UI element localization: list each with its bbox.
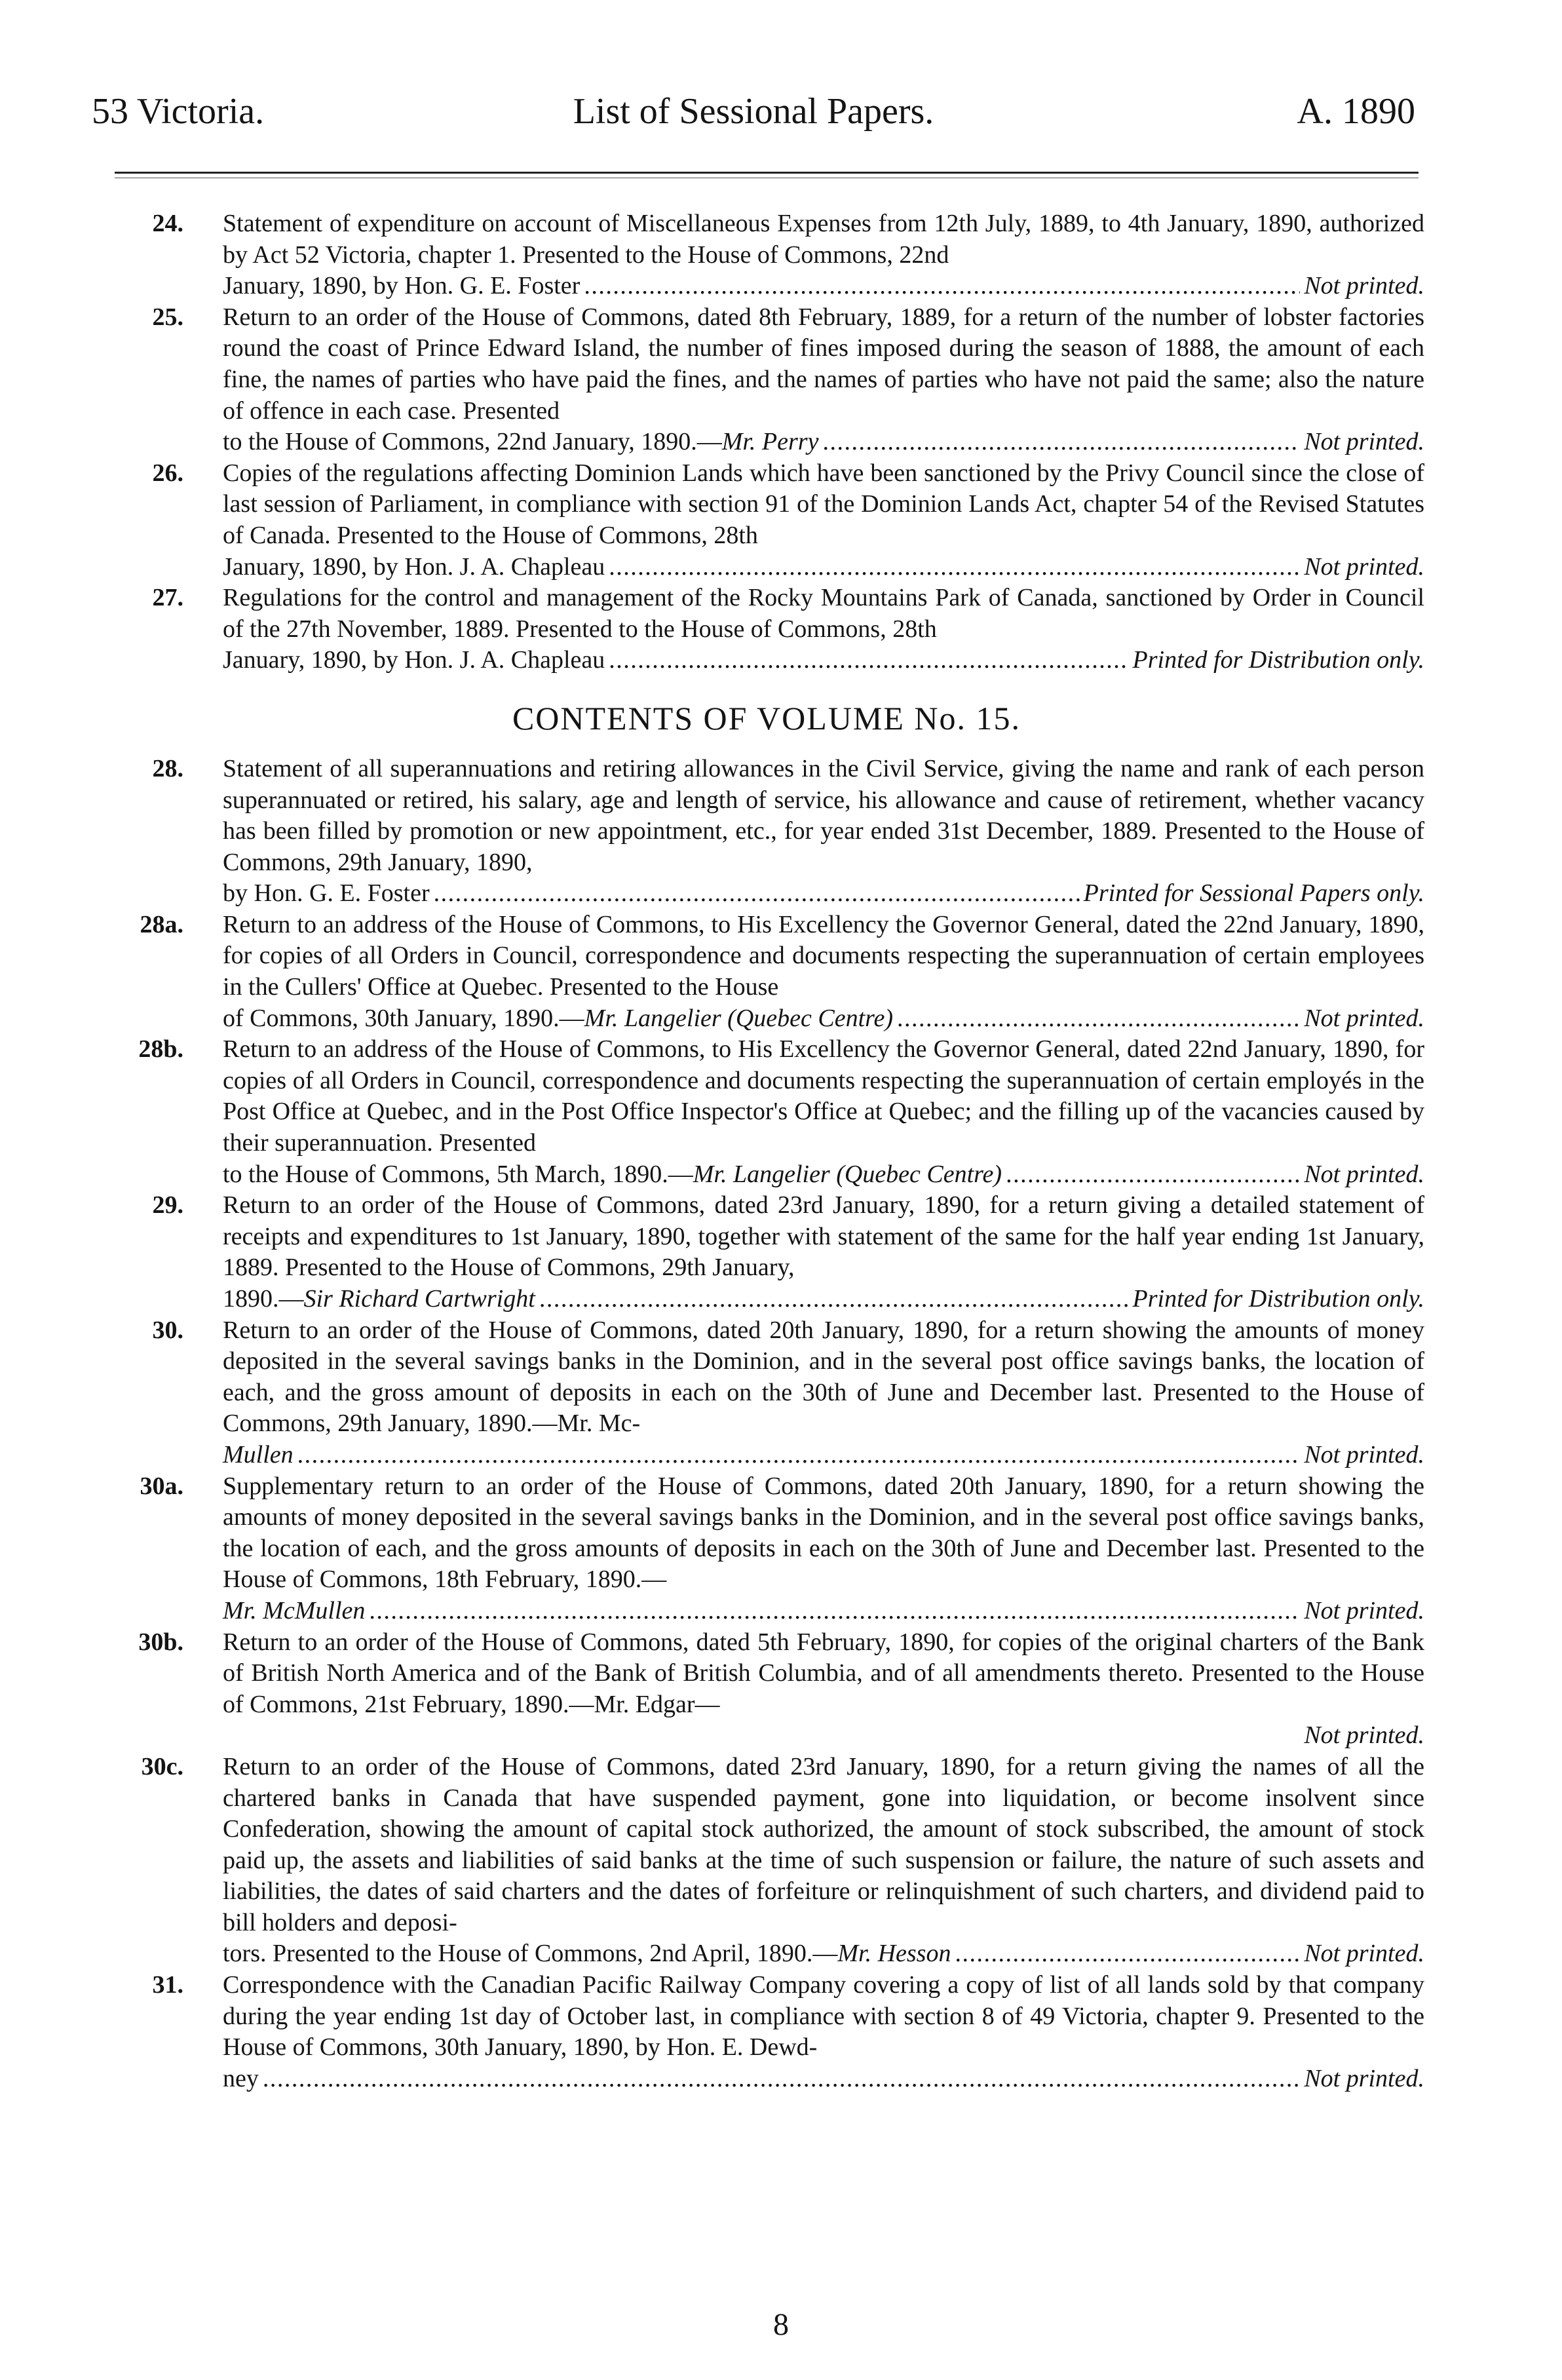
entry-last-text: 1890.— <box>223 1285 304 1313</box>
entry-last-line <box>223 2063 259 2095</box>
entry-leader-line <box>223 427 1424 458</box>
entry-last-line <box>223 1596 365 1627</box>
entry-text: Copies of the regulations affecting Dominion Lands which have been sanctioned by the Privy Council since the close of last session of Parliament, in compliance with section 91 of the Dominion Lands Act, chapter 54 of the Revised Statutes of Canada. Presented to the House of Commons, 28th <box>223 459 1424 549</box>
entry-text: Regulations for the control and management of the Rocky Mountains Park of Canada, sanctioned by Order in Council of the 27th November, 1889. Presented to the House of Commons, 28th <box>223 584 1424 643</box>
entry-leader-line <box>223 1596 1424 1627</box>
entry-body <box>223 1190 1424 1315</box>
entry-last-text: to the House of Commons, 22nd January, 1890.— <box>223 428 722 456</box>
entry-body <box>223 1315 1424 1471</box>
entry-text: Return to an order of the House of Commons, dated 8th February, 1889, for a return of the number of lobster factories round the coast of Prince Edward Island, the number of fines imposed during the season of 1888, the amount of each fine, the names of parties who have paid the fines, and the names of parties who have not paid the same; also the nature of offence in each case. Presented <box>223 303 1424 425</box>
entry-last-text: ney <box>223 2064 259 2092</box>
entry-status: Not printed. <box>1304 1596 1424 1624</box>
entry-mover: Mr. Hesson <box>837 1940 951 1968</box>
entry-mover: Mr. Langelier (Quebec Centre) <box>693 1160 1002 1188</box>
dot-leader <box>609 552 1300 583</box>
paper-entry <box>114 1752 1424 1970</box>
entry-status: Not printed. <box>1304 272 1424 300</box>
entry-last-text: January, 1890, by Hon. J. A. Chapleau <box>223 646 605 674</box>
entry-last-line <box>223 1938 951 1970</box>
entry-status: Not printed. <box>1304 1940 1424 1968</box>
entry-mover: Mullen <box>223 1440 294 1468</box>
entry-last-line <box>223 427 818 458</box>
entry-number: 31. <box>152 1971 183 1999</box>
entry-leader-line <box>223 1003 1424 1035</box>
entry-leader-line <box>223 878 1424 910</box>
entry-text: Return to an order of the House of Commons, dated 20th January, 1890, for a return showing the amounts of money deposited in the several savings banks in the Dominion, and in the several post office savings banks, the location of each, and the gross amount of deposits in each on the 30th of June and December last. Presented to the House of Commons, 29th January, 1890.—Mr. Mc- <box>223 1316 1424 1438</box>
entry-last-line <box>223 878 430 910</box>
paper-entry <box>114 458 1424 583</box>
dot-leader <box>297 1440 1301 1471</box>
entry-leader-line <box>223 1284 1424 1315</box>
entry-body <box>223 302 1424 458</box>
dot-leader <box>1006 1159 1300 1191</box>
entry-status: Not printed. <box>1304 552 1424 581</box>
header-rule <box>115 172 1419 178</box>
dot-leader <box>539 1284 1129 1315</box>
entry-last-text: by Hon. G. E. Foster <box>223 879 430 908</box>
paper-entry <box>114 583 1424 676</box>
dot-leader <box>609 645 1128 676</box>
entry-last-line <box>223 1284 535 1315</box>
header-year: A. 1890 <box>1297 91 1415 132</box>
entry-text: Statement of all superannuations and retiring allowances in the Civil Service, giving the name and rank of each person superannuated or retired, his salary, age and length of service, his allowance and cause of retirement, whether vacancy has been filled by promotion or new appointment, etc., for year ended 31st December, 1889. Presented to the House of Commons, 29th January, 1890, <box>223 754 1424 876</box>
entry-leader-line <box>223 1440 1424 1471</box>
entry-leader-line <box>223 645 1424 676</box>
entry-number: 30a. <box>140 1472 183 1500</box>
entry-leader-line <box>223 1938 1424 1970</box>
dot-leader <box>955 1938 1300 1970</box>
entry-number: 28a. <box>140 910 183 938</box>
entry-mover: Mr. Langelier (Quebec Centre) <box>584 1004 894 1032</box>
paper-entry <box>114 754 1424 910</box>
entry-text: Return to an order of the House of Commons, dated 23rd January, 1890, for a return giving a detailed statement of receipts and expenditures to 1st January, 1890, together with statement of the same for the half year ending 1st January, 1889. Presented to the House of Commons, 29th January, <box>223 1191 1424 1282</box>
entry-body <box>223 754 1424 910</box>
entry-last-line <box>223 552 605 583</box>
entry-last-text: tors. Presented to the House of Commons, 2nd April, 1890.— <box>223 1940 838 1968</box>
page-number: 8 <box>773 2307 789 2342</box>
dot-leader <box>897 1003 1300 1035</box>
entry-status: Printed for Distribution only. <box>1132 646 1424 674</box>
header-title: List of Sessional Papers. <box>573 91 934 132</box>
entry-text: Return to an address of the House of Commons, to His Excellency the Governor General, dated the 22nd January, 1890, for copies of all Orders in Council, correspondence and documents respecting the superannuation of certain employees in the Cullers' Office at Quebec. Presented to the House <box>223 910 1424 1001</box>
paper-entry <box>114 1627 1424 1752</box>
entry-last-line <box>223 271 580 302</box>
entry-number: 30. <box>152 1316 183 1344</box>
section-title: CONTENTS OF VOLUME No. 15. <box>512 699 1021 737</box>
entry-status: Not printed. <box>1304 428 1424 456</box>
entry-leader-line <box>223 271 1424 302</box>
entry-mover: Mr. Perry <box>721 428 819 456</box>
dot-leader <box>369 1596 1300 1627</box>
paper-entry <box>114 1970 1424 2094</box>
entries-list <box>114 208 1424 2094</box>
entry-status: Printed for Distribution only. <box>1132 1285 1424 1313</box>
entry-text: Return to an order of the House of Commons, dated 5th February, 1890, for copies of the original charters of the Bank of British North America and of the Bank of British Columbia, and of all amendments thereto. Presented to the House of Commons, 21st February, 1890.—Mr. Edgar— <box>223 1628 1424 1718</box>
entry-text: Statement of expenditure on account of Miscellaneous Expenses from 12th July, 1889, to 4th January, 1890, authorized by Act 52 Victoria, chapter 1. Presented to the House of Commons, 22nd <box>223 210 1424 269</box>
entry-last-line <box>223 645 605 676</box>
dot-leader <box>584 271 1300 302</box>
paper-entry <box>114 302 1424 458</box>
paper-entry <box>114 1034 1424 1190</box>
entry-body <box>223 1970 1424 2094</box>
entry-last-text: of Commons, 30th January, 1890.— <box>223 1004 584 1032</box>
entry-last-line <box>223 1003 893 1035</box>
entry-text: Supplementary return to an order of the House of Commons, dated 20th January, 1890, for a return showing the amounts of money deposited in the several savings banks in the Dominion, and in the several post office savings banks, the location of each, and the gross amounts of deposits in each on the 30th of June and December last. Presented to the House of Commons, 18th February, 1890.— <box>223 1472 1424 1594</box>
entry-mover: Sir Richard Cartwright <box>303 1285 535 1313</box>
entry-number: 30b. <box>138 1628 183 1656</box>
entry-body <box>223 1034 1424 1190</box>
entry-text: Correspondence with the Canadian Pacific Railway Company covering a copy of list of all lands sold by that company during the year ending 1st day of October last, in compliance with section 8 of 49 Victoria, chapter 9. Presented to the House of Commons, 30th January, 1890, by Hon. E. Dewd- <box>223 1971 1424 2062</box>
entry-leader-line <box>223 552 1424 583</box>
entry-last-text: January, 1890, by Hon. G. E. Foster <box>223 272 581 300</box>
entry-number: 24. <box>152 210 183 237</box>
entry-status: Not printed. <box>1304 1160 1424 1188</box>
entry-status: Printed for Sessional Papers only. <box>1083 879 1424 908</box>
paper-entry <box>114 208 1424 302</box>
entry-text: Return to an order of the House of Commons, dated 23rd January, 1890, for a return giving the names of all the chartered banks in Canada that have suspended payment, gone into liquidation, or become insolvent since Confederation, showing the amount of capital stock authorized, the amount of stock subscribed, the amount of stock paid up, the assets and liabilities of said banks at the time of such suspension or failure, the nature of such assets and liabilities, the dates of said charters and the dates of forfeiture or relinquishment of such charters, and dividend paid to bill holders and deposi- <box>223 1752 1424 1936</box>
paper-entry <box>114 1190 1424 1315</box>
entry-body <box>223 910 1424 1034</box>
entry-number: 28b. <box>138 1035 183 1064</box>
paper-entry <box>114 1471 1424 1627</box>
entry-leader-line <box>223 1159 1424 1191</box>
entry-body <box>223 1627 1424 1752</box>
dot-leader <box>263 2063 1300 2095</box>
entry-last-text: to the House of Commons, 5th March, 1890.— <box>223 1160 693 1188</box>
entry-number: 30c. <box>141 1752 183 1780</box>
entry-mover: Mr. McMullen <box>223 1596 366 1624</box>
entry-body <box>223 1752 1424 1970</box>
header-session: 53 Victoria. <box>92 91 265 132</box>
entries-after-section <box>114 754 1424 2095</box>
entry-number: 27. <box>152 584 183 612</box>
entry-number: 28. <box>152 754 183 782</box>
entry-text: Return to an address of the House of Commons, to His Excellency the Governor General, dated 22nd January, 1890, for copies of all Orders in Council, correspondence and documents respecting the superannuation of certain employés in the Post Office at Quebec, and in the Post Office Inspector's Office at Quebec; and the filling up of the vacancies caused by their superannuation. Presented <box>223 1035 1424 1157</box>
entry-number: 29. <box>152 1191 183 1219</box>
entries-before-section <box>114 208 1424 676</box>
entry-number: 26. <box>152 459 183 487</box>
entry-status: Not printed. <box>1304 2064 1424 2092</box>
entry-body <box>223 208 1424 302</box>
entry-status: Not printed. <box>1304 1440 1424 1468</box>
dot-leader <box>434 878 1080 910</box>
entry-status: Not printed. <box>1304 1004 1424 1032</box>
entry-body <box>223 458 1424 583</box>
entry-last-line <box>223 1440 294 1471</box>
entry-body <box>223 583 1424 676</box>
entry-last-line <box>223 1159 1002 1191</box>
running-header <box>92 85 1415 138</box>
entry-leader-line <box>223 2063 1424 2095</box>
paper-entry <box>114 1315 1424 1471</box>
entry-status: Not printed. <box>1304 1721 1424 1750</box>
entry-last-text: January, 1890, by Hon. J. A. Chapleau <box>223 552 605 581</box>
entry-number: 25. <box>152 303 183 331</box>
entry-body <box>223 1471 1424 1627</box>
paper-entry <box>114 910 1424 1034</box>
dot-leader <box>822 427 1300 458</box>
